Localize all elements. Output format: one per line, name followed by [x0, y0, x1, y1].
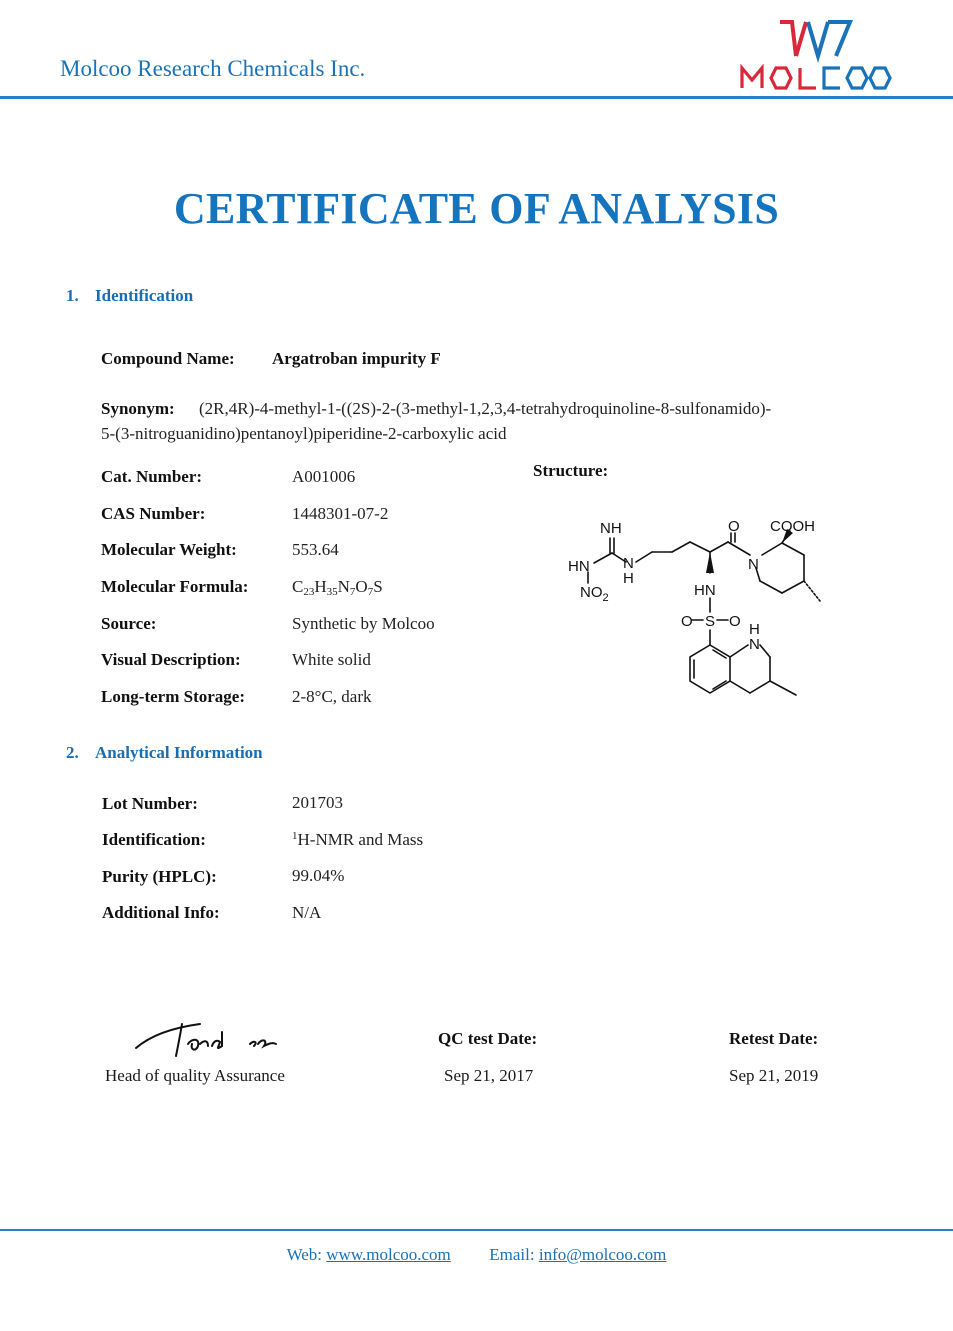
molecular-formula-value: $C_{23}H_{35}N_7O_7S$ — [292, 577, 383, 598]
identification-value: $^1$H-NMR and Mass — [292, 830, 424, 849]
atom-h-guanidine: H — [623, 570, 634, 587]
qc-date-value: Sep 21, 2017 — [444, 1066, 534, 1085]
molecular-weight-value: 553.64 — [292, 540, 339, 559]
cat-number-value: A001006 — [292, 467, 356, 486]
cas-number-label: CAS Number: — [101, 504, 206, 523]
molcoo-logo — [736, 16, 896, 94]
atom-o-right: O — [729, 613, 741, 630]
atom-hn-left: HN — [568, 558, 590, 575]
company-name: Molcoo Research Chemicals Inc. — [60, 56, 366, 81]
additional-info-value: N/A — [292, 903, 322, 922]
synonym-line-2: 5-(3-nitroguanidino)pentanoyl)piperidine-2-carboxylic acid — [101, 424, 507, 443]
section-number: 2. — [66, 743, 79, 762]
atom-n-guanidine: N — [623, 555, 634, 572]
molecular-weight-label: Molecular Weight: — [101, 540, 237, 559]
visual-description-label: Visual Description: — [101, 650, 241, 669]
compound-name-value: Argatroban impurity F — [272, 349, 441, 368]
source-label: Source: — [101, 614, 157, 633]
atom-o-left: O — [681, 613, 693, 630]
retest-date-value: Sep 21, 2019 — [729, 1066, 819, 1085]
chemical-structure — [560, 505, 840, 705]
email-link[interactable]: info@molcoo.com — [538, 1245, 667, 1264]
section-analytical-heading — [66, 743, 263, 763]
section-number: 1. — [66, 286, 79, 305]
web-label: Web: — [286, 1245, 323, 1264]
atom-n-piperidine: N — [748, 556, 759, 573]
additional-info-label: Additional Info: — [102, 903, 220, 922]
header-divider — [0, 96, 953, 99]
atom-no2: $NO_2$ — [580, 584, 609, 604]
synonym-label: Synonym: — [101, 399, 175, 418]
atom-n-quinoline: N — [749, 636, 760, 653]
purity-value: 99.04% — [292, 866, 345, 885]
section-identification-heading — [66, 286, 193, 306]
handwritten-signature — [130, 1014, 290, 1060]
purity-label: Purity (HPLC): — [102, 867, 217, 886]
atom-nh-top: NH — [600, 520, 622, 537]
source-value: Synthetic by Molcoo — [292, 614, 435, 633]
document-title: CERTIFICATE OF ANALYSIS — [173, 184, 780, 233]
cat-number-label: Cat. Number: — [101, 467, 203, 486]
footer-divider — [0, 1229, 953, 1231]
cas-number-value: 1448301-07-2 — [292, 504, 389, 523]
section-title: Analytical Information — [95, 743, 263, 762]
visual-description-value: White solid — [292, 650, 371, 669]
compound-name-label: Compound Name: — [101, 349, 235, 368]
section-title: Identification — [95, 286, 194, 305]
storage-label: Long-term Storage: — [101, 687, 245, 706]
storage-value: 2-8°C, dark — [292, 687, 372, 706]
structure-label: Structure: — [533, 461, 609, 480]
atom-cooh: COOH — [770, 518, 815, 535]
retest-date-label: Retest Date: — [729, 1029, 819, 1048]
lot-number-value: 201703 — [292, 793, 343, 812]
email-label: Email: — [489, 1245, 535, 1264]
atom-carbonyl-o: O — [728, 518, 740, 535]
identification-label: Identification: — [102, 830, 206, 849]
signatory-role: Head of quality Assurance — [105, 1066, 285, 1085]
lot-number-label: Lot Number: — [102, 794, 198, 813]
synonym-line-1: (2R,4R)-4-methyl-1-((2S)-2-(3-methyl-1,2,3,4-tetrahydroquinoline-8-sulfonamido)- — [199, 399, 772, 418]
atom-h-quinoline: H — [749, 621, 760, 638]
molecular-formula-label: Molecular Formula: — [101, 577, 249, 596]
footer-contact — [0, 1245, 953, 1265]
website-link[interactable]: www.molcoo.com — [326, 1245, 451, 1264]
atom-hn-sulfonamide: HN — [694, 582, 716, 599]
qc-date-label: QC test Date: — [438, 1029, 538, 1048]
atom-s: S — [705, 613, 716, 630]
